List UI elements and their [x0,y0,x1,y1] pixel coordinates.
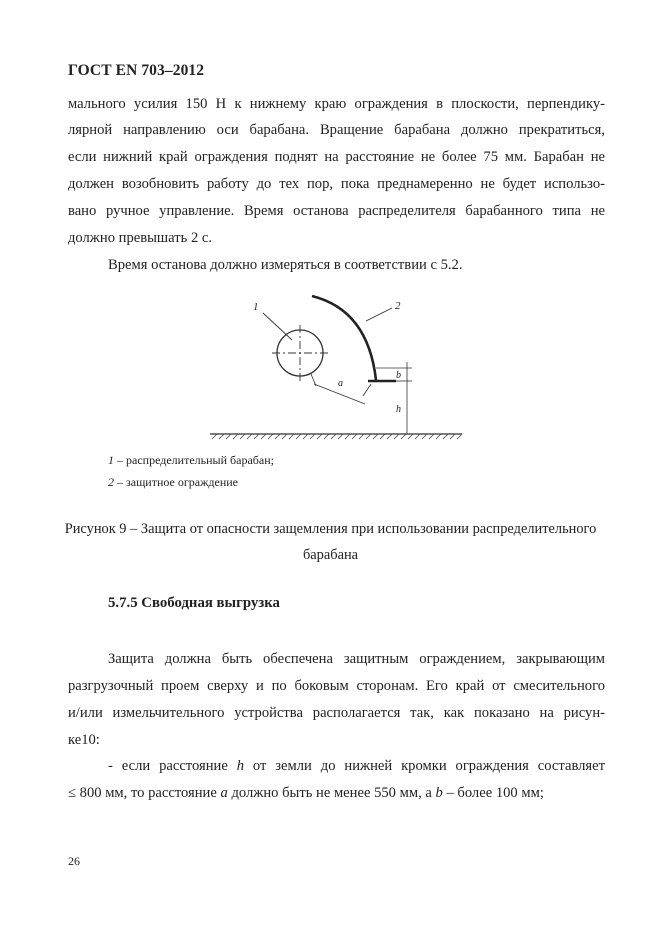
var-h: h [236,758,245,774]
para3-line-3: и/или измельчительного устройства располагается так, как показано на рисун- [68,705,605,721]
figure-9-diagram [200,288,470,448]
para4-line-2-part-c: – более 100 мм; [442,785,544,801]
legend-item-1 [108,453,274,468]
figure-caption-line-2: барабана [302,547,359,563]
para3-line-2: разгрузочный проем сверху и по боковым сторонам. Его край от смесительного [68,678,605,694]
label-a: a [338,378,343,389]
ground-hatching [212,434,462,439]
para4-line-2 [68,784,605,803]
dim-a-ext-2 [363,384,371,396]
label-1: 1 [253,301,259,313]
leader-1 [263,313,292,340]
var-b: b [435,785,443,801]
label-2: 2 [395,300,401,312]
label-b: b [396,370,401,381]
para2: Время останова должно измеряться в соответствии с 5.2. [108,257,463,273]
para3-line-1: Защита должна быть обеспечена защитным ограждением, закрывающим [108,651,605,667]
legend-num-2: 2 [108,475,114,489]
var-a: a [220,785,228,801]
para1-line-1: мального усилия 150 Н к нижнему краю ограждения в плоскости, перпендику- [68,96,605,112]
para1-line-2: лярной направлению оси барабана. Вращение барабана должно прекратиться, [68,122,605,138]
label-h: h [396,404,401,415]
section-heading: 5.7.5 Свободная выгрузка [108,595,280,611]
legend-item-2 [108,475,238,490]
para4-line-2-part-a: ≤ 800 мм, то расстояние [68,785,221,801]
legend-text-2: – защитное ограждение [114,475,239,489]
para1-line-5: вано ручное управление. Время останова распределителя барабанного типа не [68,203,605,219]
leader-2 [366,308,392,321]
legend-text-1: – распределительный барабан; [114,453,274,467]
para4-line-1-part-b: от земли до нижней кромки ограждения составляет [244,758,605,774]
para1-line-3: если нижний край ограждения поднят на расстояние не более 75 мм. Барабан не [68,149,605,165]
para4-line-1-part-a: - если расстояние [108,758,237,774]
para3-line-4: ке10: [68,732,100,748]
para1-line-4: должен возобновить работу до тех пор, пока преднамеренно не будет использо- [68,176,605,192]
para4-line-1 [108,757,605,776]
page-number: 26 [68,854,80,868]
document-header: ГОСТ EN 703–2012 [68,62,205,79]
protective-guard [312,296,376,380]
legend-num-1: 1 [108,453,114,467]
para4-line-2-part-b: должно быть не менее 550 мм, а [227,785,436,801]
figure-caption-line-1: Рисунок 9 – Защита от опасности защемления при использовании распределительного [64,521,597,537]
para1-line-6: должно превышать 2 с. [68,230,213,246]
drum-center-mark [272,325,328,381]
